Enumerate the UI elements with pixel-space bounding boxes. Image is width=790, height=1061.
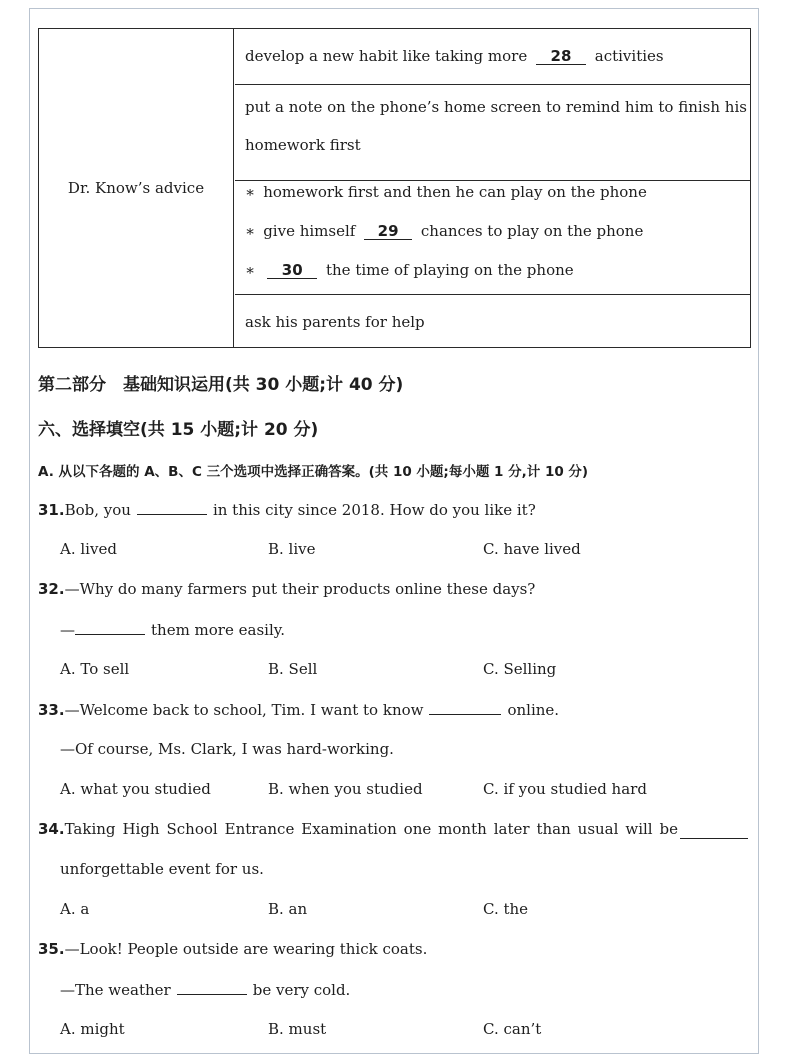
question-31: 31.Bob, you in this city since 2018. How do you like it? [38,501,536,519]
question-35-reply: —The weather be very cold. [60,981,351,999]
option-34-a: A. a [60,900,90,918]
question-32: 32.—Why do many farmers put their products online these days? [38,580,536,598]
section-heading: 六、选择填空(共 15 小题;计 20 分) [38,420,319,440]
instruction: A. 从以下各题的 A、B、C 三个选项中选择正确答案。(共 10 小题;每小题 1 分,计 10 分) [38,464,589,480]
advice-row-note: put a note on the phone’s home screen to remind him to finish his homework first [235,85,750,181]
option-34-b: B. an [268,900,308,918]
advice-table [38,28,751,348]
question-35: 35.—Look! People outside are wearing thick coats. [38,940,428,958]
bullet-icon: ∗ [245,261,256,279]
option-33-b: B. when you studied [268,780,423,798]
answer-blank [680,824,748,839]
blank-29: 29 [364,223,412,240]
part-heading: 第二部分 基础知识运用(共 30 小题;计 40 分) [38,375,404,395]
plan-item-2: ∗ give himself 29 chances to play on the phone [245,222,644,240]
option-35-a: A. might [60,1020,125,1038]
answer-blank [75,620,145,635]
option-31-b: B. live [268,540,316,558]
blank-30: 30 [267,262,317,279]
option-32-c: C. Selling [483,660,557,678]
answer-blank [137,500,207,515]
question-32-answer-line: — them more easily. [60,621,285,639]
option-33-a: A. what you studied [60,780,211,798]
question-34: 34.Taking High School Entrance Examination one month later than usual will be [38,820,678,838]
option-32-b: B. Sell [268,660,318,678]
plan-item-1: ∗ homework first and then he can play on the phone [245,183,647,201]
advice-row-parents: ask his parents for help [245,313,425,331]
option-31-a: A. lived [60,540,117,558]
answer-blank [429,700,501,715]
bullet-icon: ∗ [245,183,256,201]
option-35-c: C. can’t [483,1020,542,1038]
question-33: 33.—Welcome back to school, Tim. I want to know online. [38,701,560,719]
question-33-reply: —Of course, Ms. Clark, I was hard-working. [60,740,394,758]
advice-row-plan [235,181,750,295]
advice-label: Dr. Know’s advice [39,29,234,347]
question-34-line2: unforgettable event for us. [60,860,264,878]
option-34-c: C. the [483,900,529,918]
plan-item-3: ∗ 30 the time of playing on the phone [245,261,574,279]
advice-row-habit: develop a new habit like taking more 28 activities [235,29,750,85]
option-35-b: B. must [268,1020,327,1038]
option-32-a: A. To sell [60,660,130,678]
bullet-icon: ∗ [245,222,256,240]
blank-28: 28 [536,48,586,65]
answer-blank [177,980,247,995]
option-31-c: C. have lived [483,540,581,558]
option-33-c: C. if you studied hard [483,780,647,798]
